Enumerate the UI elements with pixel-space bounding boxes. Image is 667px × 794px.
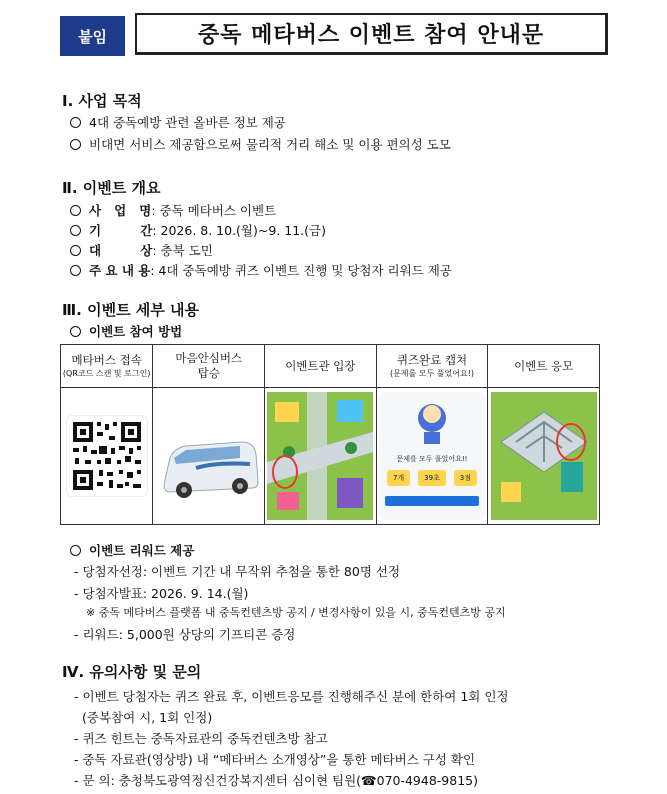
participation-subtitle: 이벤트 참여 방법 [70, 322, 182, 340]
event-entry-image [488, 388, 600, 525]
step-header: 마음안심버스 탑승 [153, 345, 265, 388]
reward-item: - 리워드: 5,000원 상당의 기프티콘 증정 [74, 627, 296, 642]
reward-item: - 당첨자발표: 2026. 9. 14.(월) [74, 586, 249, 601]
overview-item: 대 상: 충북 도민 [70, 241, 213, 259]
bus-image [153, 388, 265, 525]
character-icon [379, 392, 485, 452]
circle-bullet-icon [70, 205, 81, 216]
attachment-badge: 붙임 [60, 16, 125, 56]
section-2-title: Ⅱ. 이벤트 개요 [62, 179, 161, 197]
document-title: 중독 메타버스 이벤트 참여 안내문 [135, 13, 608, 55]
maze-map-icon [491, 392, 597, 520]
metaverse-map-icon [267, 392, 373, 520]
section-3-title: Ⅲ. 이벤트 세부 내용 [62, 301, 199, 319]
circle-bullet-icon [70, 545, 81, 556]
section-1-title: Ⅰ. 사업 목적 [62, 92, 142, 110]
quiz-count-badge: 7개 [387, 470, 410, 486]
notice-item: - 퀴즈 힌트는 중독자료관의 중독컨텐츠방 참고 [74, 731, 328, 746]
step-header: 퀴즈완료 캡쳐 (문제를 모두 풀었어요!) [376, 345, 488, 388]
step-header: 이벤트 응모 [488, 345, 600, 388]
quiz-score-badge: 3점 [454, 470, 477, 486]
contact-item: - 문 의: 충청북도광역정신건강복지센터 심이현 팀원(☎070-4948-9815) [74, 773, 478, 788]
purpose-item: 비대면 서비스 제공함으로써 물리적 거리 해소 및 이용 편의성 도모 [70, 135, 451, 153]
qr-code-icon [67, 416, 147, 496]
participation-steps-table [60, 344, 600, 525]
circle-bullet-icon [70, 117, 81, 128]
bus-icon [156, 392, 262, 520]
qr-code-image [61, 388, 153, 525]
circle-bullet-icon [70, 225, 81, 236]
confirm-bar [385, 496, 479, 506]
step-header: 이벤트관 입장 [265, 345, 377, 388]
reward-item: - 당첨자선정: 이벤트 기간 내 무작위 추첨을 통한 80명 선정 [74, 564, 401, 579]
circle-bullet-icon [70, 265, 81, 276]
overview-item: 사 업 명: 중독 메타버스 이벤트 [70, 201, 276, 219]
notice-item: - 이벤트 당첨자는 퀴즈 완료 후, 이벤트응모를 진행해주신 분에 한하여 1회 인정 [74, 689, 509, 704]
overview-item: 주 요 내 용: 4대 중독예방 퀴즈 이벤트 진행 및 당첨자 리워드 제공 [70, 261, 452, 279]
quiz-complete-image: 문제를 모두 풀었어요!! 7개 39초 3점 [376, 388, 488, 525]
circle-bullet-icon [70, 245, 81, 256]
notice-item: - 중독 자료관(영상방) 내 “메타버스 소개영상”을 통한 메타버스 구성 확인 [74, 752, 476, 767]
reward-note: ※ 중독 메타버스 플랫폼 내 중독컨텐츠방 공지 / 변경사항이 있을 시, 중독컨텐츠방 공지 [86, 606, 506, 619]
event-hall-image [265, 388, 377, 525]
section-4-title: Ⅳ. 유의사항 및 문의 [62, 663, 202, 681]
purpose-item: 4대 중독예방 관련 올바른 정보 제공 [70, 113, 286, 131]
document-header [60, 13, 608, 57]
step-header: 메타버스 접속 (QR코드 스캔 및 로그인) [61, 345, 153, 388]
circle-bullet-icon [70, 326, 81, 337]
quiz-time-badge: 39초 [418, 470, 446, 486]
overview-item: 기 간: 2026. 8. 10.(월)~9. 11.(금) [70, 221, 326, 239]
notice-item: (중복참여 시, 1회 인정) [82, 710, 213, 725]
circle-bullet-icon [70, 139, 81, 150]
reward-subtitle: 이벤트 리워드 제공 [70, 541, 194, 559]
